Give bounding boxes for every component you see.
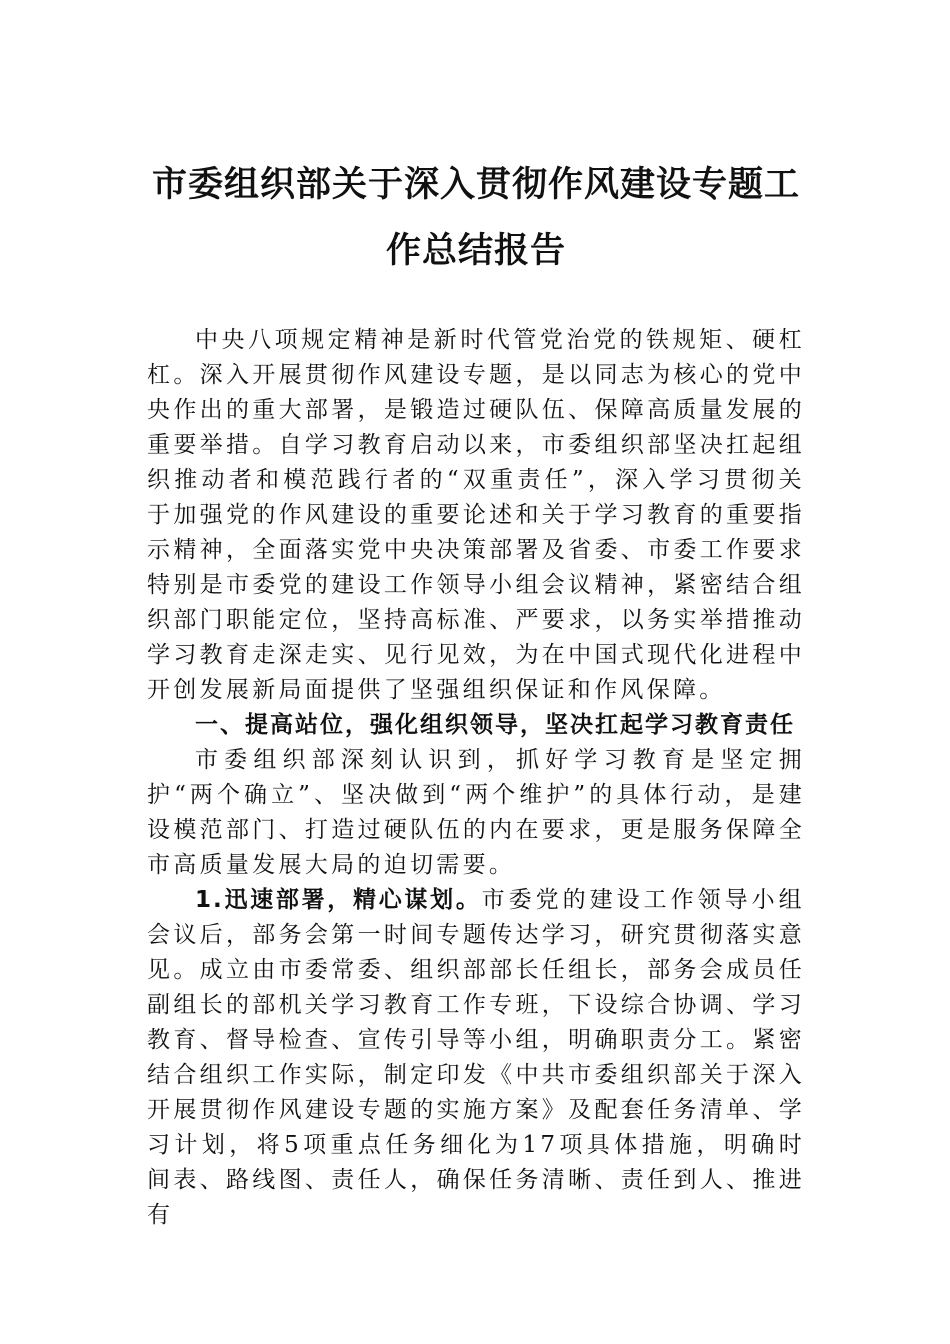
document-title [137, 152, 815, 284]
intro-paragraph: 中央八项规定精神是新时代管党治党的铁规矩、硬杠杠。深入开展贯彻作风建设专题，是以同志为核心的党中央作出的重大部署，是锻造过硬队伍、保障高质量发展的重要举措。自学习教育启动以来，市委组织部坚决扛起组织推动者和模范践行者的“双重责任”，深入学习贯彻关于加强党的作风建设的重要论述和关于学习教育的重要指示精神，全面落实党中央决策部署及省委、市委工作要求特别是市委党的建设工作领导小组会议精神，紧密结合组织部门职能定位，坚持高标准、严要求，以务实举措推动学习教育走深走实、见行见效，为在中国式现代化进程中开创发展新局面提供了坚强组织保证和作风保障。 [147, 327, 805, 703]
document-body [147, 323, 805, 1233]
item-1-lead: 1.迅速部署，精心谋划。 [195, 887, 482, 913]
section-heading: 一、提高站位，强化组织领导，坚决扛起学习教育责任 [195, 712, 795, 738]
title-line-2: 作总结报告 [385, 231, 566, 271]
item-1-text: 市委党的建设工作领导小组会议后，部务会第一时间专题传达学习，研究贯彻落实意见。成立由市委常委、组织部部长任组长，部务会成员任副组长的部机关学习教育工作专班，下设综合协调、学习教育、督导检查、宣传引导等小组，明确职责分工。紧密结合组织工作实际，制定印发《中共市委组织部关于深入开展贯彻作风建设专题的实施方案》及配套任务清单、学习计划，将5项重点任务细化为17项具体措施，明确时间表、路线图、责任人，确保任务清晰、责任到人、推进有 [147, 887, 805, 1228]
section-paragraph: 市委组织部深刻认识到，抓好学习教育是坚定拥护“两个确立”、坚决做到“两个维护”的具体行动，是建设模范部门、打造过硬队伍的内在要求，更是服务保障全市高质量发展大局的迫切需要。 [147, 747, 805, 878]
item-1-paragraph [147, 883, 805, 1233]
title-line-1: 市委组织部关于深入贯彻作风建设专题工 [151, 165, 800, 205]
